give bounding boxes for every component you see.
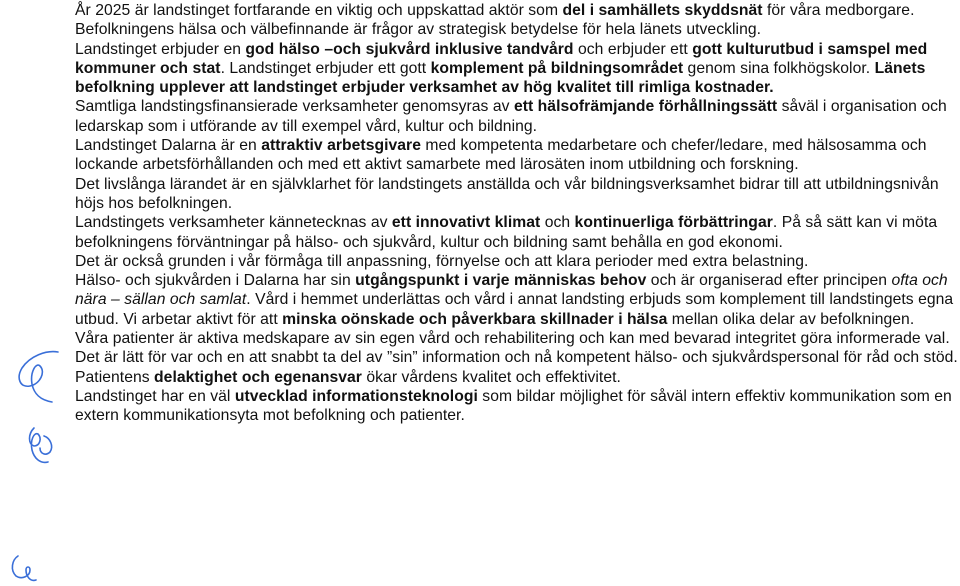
text-run: och är organiserad efter principen bbox=[646, 272, 892, 290]
text-run: Samtliga landstingsfinansierade verksamheter genomsyras av bbox=[75, 98, 514, 116]
bold-text: minska oönskade och påverkbara skillnader i hälsa bbox=[282, 310, 668, 328]
paragraph bbox=[75, 329, 960, 387]
bold-text: delaktighet och egenansvar bbox=[154, 368, 362, 386]
bold-text: komplement på bildningsområdet bbox=[430, 59, 684, 77]
text-run: Landstinget har en väl bbox=[75, 387, 235, 405]
text-run: som bildar möjlighet för såväl intern effektiv kommunikation som en extern kommunikationsyta mot befolkning och patienter. bbox=[75, 387, 952, 425]
text-run: Landstinget erbjuder en bbox=[75, 40, 246, 58]
paragraph bbox=[75, 175, 960, 214]
text-run: Det livslånga lärandet är en självklarhet för landstingets anställda och vår bildningsverksamhet bidrar till att utbildningsnivån höjs hos befolkningen. bbox=[75, 175, 939, 212]
bold-text: utgångspunkt i varje människas behov bbox=[355, 272, 647, 290]
bold-text: del i samhällets skyddsnät bbox=[562, 2, 763, 19]
text-run: såväl i organisation och ledarskap som i utförande av till exempel vård, kultur och bildning. bbox=[75, 98, 947, 135]
document-body bbox=[75, 1, 960, 426]
text-run: ökar vårdens kvalitet och effektivitet. bbox=[361, 368, 621, 386]
paragraph bbox=[75, 271, 960, 329]
text-run: med kompetenta medarbetare och chefer/ledare, med hälsosamma och lockande arbetsförhållanden och med ett aktivt samarbete med lärosäten inom utbildning och forskning. bbox=[75, 137, 927, 174]
handwritten-annotations bbox=[0, 0, 75, 586]
text-run: mellan olika delar av befolkningen. bbox=[667, 310, 915, 328]
bold-text: kontinuerliga förbättringar bbox=[574, 214, 773, 232]
paragraph bbox=[75, 252, 960, 271]
text-run: och erbjuder ett bbox=[573, 40, 693, 58]
text-run: Det är också grunden i vår förmåga till anpassning, förnyelse och att klara perioder med extra belastning. bbox=[75, 252, 809, 270]
bold-text: gott kulturutbud i samspel med kommuner och stat bbox=[75, 40, 928, 77]
text-run: . Landstinget erbjuder ett gott bbox=[220, 59, 431, 77]
bold-text: god hälso –och sjukvård inklusive tandvård bbox=[245, 40, 574, 58]
margin-initial-mark bbox=[30, 428, 52, 462]
text-run: Landstinget Dalarna är en bbox=[75, 137, 262, 155]
text-run: Hälso- och sjukvården i Dalarna har sin bbox=[75, 272, 356, 290]
text-run: . På så sätt kan vi möta befolkningens förväntningar på hälso- och sjukvård, kultur och bildning samt behålla en god ekonomi. bbox=[75, 214, 938, 251]
paragraph bbox=[75, 40, 960, 98]
text-run: Våra patienter är aktiva medskapare av sin egen vård och rehabilitering och kan med bevarad integritet göra informerade val. Det är lätt för var och en att snabbt ta del av ”sin” information och nå kompetent hälso- och sjukvårdspersonal för råd och stöd. Patientens bbox=[75, 330, 958, 386]
text-run: År 2025 är landstinget fortfarande en viktig och uppskattad aktör som bbox=[75, 2, 563, 19]
text-run: . Vård i hemmet underlättas och vård i annat landsting erbjuds som komplement till landstingets egna utbud. Vi arbetar aktivt för att bbox=[75, 291, 954, 328]
bold-text: attraktiv arbetsgivare bbox=[261, 137, 421, 155]
bold-text: ett hälsofrämjande förhållningssätt bbox=[513, 98, 778, 116]
bold-text: utvecklad informationsteknologi bbox=[234, 387, 478, 405]
paragraph bbox=[75, 213, 960, 252]
margin-initial-mark bbox=[12, 556, 36, 580]
bold-text: ett innovativt klimat bbox=[391, 214, 541, 232]
text-run: och bbox=[540, 214, 575, 232]
paragraph bbox=[75, 1, 960, 40]
text-run: Landstingets verksamheter kännetecknas av bbox=[75, 214, 392, 232]
italic-text: ofta och nära – sällan och samlat bbox=[75, 272, 948, 309]
paragraph bbox=[75, 97, 960, 136]
text-run: genom sina folkhögskolor. bbox=[683, 59, 875, 77]
paragraph bbox=[75, 387, 960, 426]
margin-initial-mark bbox=[19, 352, 58, 402]
text-run: för våra medborgare. Befolkningens hälsa och välbefinnande är frågor av strategisk betydelse för hela länets utveckling. bbox=[75, 2, 915, 39]
paragraph bbox=[75, 136, 960, 175]
bold-text: Länets befolkning upplever att landstinget erbjuder verksamhet av hög kvalitet till rimliga kostnader. bbox=[75, 59, 926, 97]
